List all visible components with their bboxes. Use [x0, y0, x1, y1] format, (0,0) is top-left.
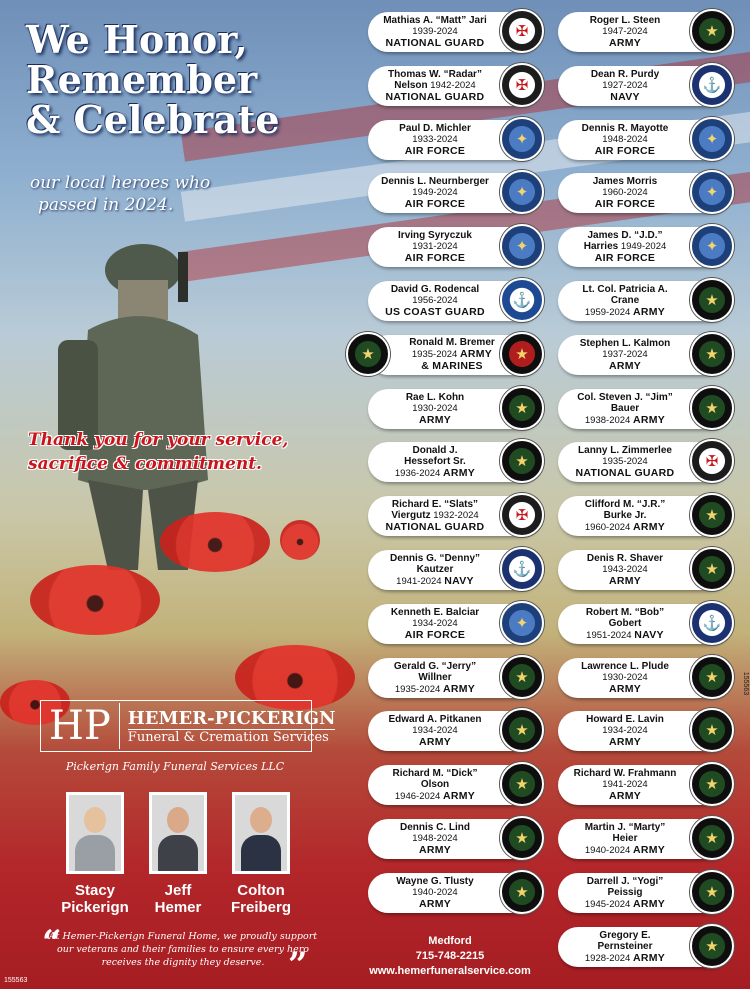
veteran-name: Kenneth E. Balciar	[390, 606, 480, 618]
veteran-name: Clifford M. “J.R.”	[584, 499, 666, 511]
veteran-text	[372, 765, 498, 805]
veteran-branch: & MARINES	[421, 360, 483, 373]
veteran-card	[368, 281, 540, 321]
veteran-card	[368, 496, 540, 536]
veteran-years: 1938-2024	[584, 414, 631, 426]
logo-name: HEMER-PICKERIGN	[127, 707, 336, 729]
veteran-branch: AIR FORCE	[404, 198, 466, 211]
veteran-card	[368, 442, 540, 482]
veteran-branch: NAVY	[634, 628, 664, 641]
air-force-seal-icon: ✦	[500, 224, 544, 268]
veteran-branch: AIR FORCE	[594, 144, 656, 157]
veteran-years: 1932-2024	[433, 510, 479, 522]
veteran-years: 1931-2024	[412, 241, 458, 253]
army-seal-icon: ★	[690, 9, 734, 53]
veteran-name: Col. Steven J. “Jim”	[577, 391, 673, 403]
veteran-years: 1956-2024	[412, 295, 458, 306]
air-force-seal-icon: ✦	[500, 117, 544, 161]
veteran-branch: ARMY	[418, 413, 452, 426]
veteran-name: Peissig	[607, 886, 643, 898]
army-seal-icon: ★	[500, 708, 544, 752]
veteran-branch: NAVY	[444, 575, 474, 587]
veteran-card	[368, 604, 540, 644]
veteran-branch: ARMY	[418, 736, 452, 749]
veteran-branch: ARMY	[442, 467, 476, 480]
national-guard-seal-icon: ✠	[500, 493, 544, 537]
veteran-card	[558, 658, 730, 698]
veteran-card	[368, 658, 540, 698]
quote-text: At Hemer-Pickerign Funeral Home, we proudly support our veterans and their families to ensure every hero receives the dignity they deserve.	[48, 931, 318, 968]
veteran-years: 1948-2024	[602, 133, 648, 145]
veteran-card	[558, 227, 730, 267]
army-seal-icon: ★	[690, 762, 734, 806]
veteran-card	[368, 227, 540, 267]
army-seal-icon: ★	[500, 816, 544, 860]
veteran-card	[558, 335, 730, 375]
veteran-text	[562, 227, 688, 267]
veteran-years: 1949-2024	[412, 187, 458, 199]
veteran-text	[372, 12, 498, 52]
veteran-card	[558, 927, 730, 967]
veteran-years: 1927-2024	[602, 79, 648, 91]
army-seal-icon: ★	[690, 332, 734, 376]
veteran-years: 1949-2024	[620, 241, 667, 253]
veteran-branch: AIR FORCE	[404, 144, 466, 157]
veteran-card	[368, 550, 540, 590]
veteran-card	[558, 873, 730, 913]
army-seal-icon: ★	[500, 762, 544, 806]
veteran-card	[368, 173, 540, 213]
army-seal-icon: ★	[346, 332, 390, 376]
veteran-card	[558, 496, 730, 536]
veteran-text	[562, 550, 688, 590]
veteran-text	[562, 711, 688, 751]
veteran-years: 1934-2024	[412, 617, 458, 629]
veteran-years: 1940-2024	[584, 845, 631, 856]
veteran-card	[558, 173, 730, 213]
veteran-card	[558, 442, 730, 482]
veteran-name: Lt. Col. Patricia A.	[582, 284, 668, 295]
veteran-name: James D. “J.D.”	[587, 230, 663, 242]
veteran-name: Richard E. “Slats”	[391, 499, 479, 511]
veteran-name: Dennis G. “Denny”	[389, 553, 480, 564]
veteran-years: 1937-2024	[602, 348, 648, 360]
staff-member: Jeff Hemer	[133, 792, 223, 916]
veteran-text	[562, 496, 688, 536]
veteran-name: Dennis R. Mayotte	[581, 122, 669, 134]
veteran-text	[562, 66, 688, 106]
veteran-branch: ARMY	[608, 575, 642, 587]
veteran-text	[562, 658, 688, 698]
veteran-years: 1941-2024	[396, 576, 442, 587]
veteran-card	[368, 711, 540, 751]
army-seal-icon: ★	[500, 870, 544, 914]
veteran-text	[562, 604, 688, 644]
veteran-card	[558, 765, 730, 805]
veteran-name: Gerald G. “Jerry”	[393, 660, 477, 672]
veteran-branch: NATIONAL GUARD	[385, 521, 485, 534]
veteran-branch: AIR FORCE	[594, 198, 656, 211]
veteran-name: Lanny L. Zimmerlee	[578, 445, 672, 457]
veteran-card	[558, 120, 730, 160]
veteran-card	[558, 819, 730, 859]
veteran-text	[372, 604, 498, 644]
veteran-name: Pernsteiner	[597, 940, 653, 952]
veteran-card	[558, 12, 730, 52]
veteran-years: 1941-2024	[602, 779, 648, 791]
air-force-seal-icon: ✦	[500, 170, 544, 214]
veteran-branch: NAVY	[610, 90, 640, 103]
air-force-seal-icon: ✦	[690, 117, 734, 161]
veteran-branch: ARMY	[418, 897, 452, 910]
contact-info	[360, 934, 540, 979]
veteran-branch: AIR FORCE	[404, 252, 466, 265]
funeral-home-logo	[40, 700, 336, 752]
veteran-years: 1947-2024	[602, 26, 648, 37]
national-guard-seal-icon: ✠	[500, 9, 544, 53]
veteran-name: Mathias A. “Matt” Jari	[383, 15, 487, 26]
veteran-name: Olson	[420, 779, 450, 791]
army-seal-icon: ★	[500, 439, 544, 483]
veteran-text	[562, 389, 688, 429]
veteran-text	[562, 335, 688, 375]
contact-phone[interactable]: 715-748-2215	[415, 950, 485, 962]
veteran-years: 1943-2024	[602, 564, 648, 575]
veteran-name: Robert M. “Bob”	[585, 606, 665, 618]
national-guard-seal-icon: ✠	[500, 63, 544, 107]
veteran-card	[558, 604, 730, 644]
veteran-name: Richard W. Frahmann	[573, 768, 677, 780]
veteran-branch: ARMY	[632, 521, 666, 534]
veteran-years: 1930-2024	[602, 671, 648, 683]
veteran-text	[562, 281, 688, 321]
veteran-branch: ARMY	[608, 37, 642, 49]
veteran-branch: AIR FORCE	[404, 628, 466, 641]
contact-website[interactable]: www.hemerfuneralservice.com	[369, 965, 531, 977]
ad-code: 155563	[4, 977, 28, 984]
veteran-name: Thomas W. “Radar”	[388, 68, 482, 80]
veteran-text	[562, 927, 688, 967]
veteran-years: 1940-2024	[412, 886, 458, 898]
company-llc: Pickerign Family Funeral Services LLC	[65, 760, 285, 773]
coast-guard-seal-icon: ⚓	[500, 278, 544, 322]
veteran-years: 1933-2024	[412, 133, 458, 145]
veteran-years: 1939-2024	[412, 26, 458, 37]
veteran-years: 1934-2024	[412, 725, 458, 737]
veteran-years: 1935-2024	[602, 456, 648, 468]
veteran-years: 1935-2024	[394, 683, 441, 695]
veteran-name: Harries	[583, 241, 619, 253]
veteran-name: Willner	[418, 671, 452, 683]
army-seal-icon: ★	[690, 924, 734, 968]
veteran-name: Viergutz	[391, 510, 431, 522]
veteran-name: Dennis C. Lind	[400, 822, 470, 833]
veteran-name: Dean R. Purdy	[590, 68, 660, 80]
veteran-text	[406, 335, 498, 375]
veteran-text	[372, 658, 498, 698]
veteran-text	[562, 120, 688, 160]
veteran-years: 1945-2024	[584, 898, 631, 910]
veteran-name: Gregory E.	[599, 929, 651, 941]
veteran-years: 1942-2024	[430, 79, 476, 91]
veteran-name: Roger L. Steen	[589, 15, 661, 26]
marine-corps-seal-icon: ★	[500, 332, 544, 376]
veteran-branch: ARMY	[632, 306, 666, 318]
poppy-flower	[280, 520, 320, 560]
veteran-card	[368, 873, 540, 913]
veteran-name: James Morris	[592, 176, 658, 188]
army-seal-icon: ★	[690, 708, 734, 752]
veteran-years: 1946-2024	[394, 791, 441, 803]
veteran-name: Lawrence L. Plude	[581, 660, 669, 672]
logo-subtitle: Funeral & Cremation Services	[127, 729, 329, 745]
veteran-name: Donald J.	[412, 445, 458, 457]
veteran-text	[562, 819, 688, 859]
veteran-years: 1960-2024	[602, 187, 648, 199]
air-force-seal-icon: ✦	[690, 224, 734, 268]
veteran-years: 1936-2024	[394, 468, 441, 480]
veteran-text	[372, 442, 498, 482]
veteran-text	[372, 550, 498, 590]
veteran-card	[558, 66, 730, 106]
veteran-name: Darrell J. “Yogi”	[586, 875, 664, 887]
poppy-flower	[30, 565, 160, 635]
navy-seal-icon: ⚓	[690, 601, 734, 645]
veteran-name: Nelson	[394, 79, 428, 91]
veteran-name: Edward A. Pitkanen	[388, 714, 482, 726]
veteran-name: Wayne G. Tlusty	[396, 875, 474, 887]
veteran-name: Kautzer	[416, 564, 454, 575]
veteran-name: Heier	[612, 833, 638, 844]
veteran-text	[372, 389, 498, 429]
veteran-years: 1928-2024	[584, 952, 631, 964]
veteran-text	[562, 765, 688, 805]
veteran-branch: ARMY	[632, 413, 666, 426]
army-seal-icon: ★	[500, 655, 544, 699]
veteran-branch: ARMY	[608, 682, 642, 695]
army-seal-icon: ★	[690, 655, 734, 699]
veteran-years: 1951-2024	[586, 629, 632, 641]
veteran-name: Stephen L. Kalmon	[579, 337, 671, 349]
veteran-name: Dennis L. Neurnberger	[381, 176, 489, 188]
veteran-text	[372, 711, 498, 751]
veteran-card	[558, 550, 730, 590]
veteran-years: 1948-2024	[412, 833, 458, 844]
veteran-branch: ARMY	[632, 897, 666, 910]
veteran-name: Hessefort Sr.	[404, 456, 466, 468]
veteran-card	[368, 765, 540, 805]
veteran-name: Crane	[610, 295, 640, 306]
army-seal-icon: ★	[690, 278, 734, 322]
thank-you-message: Thank you for your service, sacrifice & commitment.	[28, 430, 289, 474]
veteran-branch: AIR FORCE	[594, 252, 656, 265]
veteran-branch: NATIONAL GUARD	[385, 90, 485, 103]
veteran-name: Ronald M. Bremer	[409, 337, 495, 349]
veteran-text	[372, 120, 498, 160]
national-guard-seal-icon: ✠	[690, 439, 734, 483]
veteran-card	[558, 281, 730, 321]
veteran-branch: ARMY	[632, 844, 666, 856]
veteran-name: David G. Rodencal	[390, 284, 480, 295]
veteran-text	[562, 442, 688, 482]
veteran-text	[372, 281, 498, 321]
veteran-card	[368, 12, 540, 52]
veteran-branch: ARMY	[442, 682, 476, 695]
poppy-flower	[160, 512, 270, 572]
army-seal-icon: ★	[690, 493, 734, 537]
veteran-branch: ARMY	[608, 736, 642, 749]
veteran-text	[372, 819, 498, 859]
open-quote-icon: “	[42, 923, 62, 963]
veteran-years: 1934-2024	[602, 725, 648, 737]
contact-city: Medford	[428, 935, 472, 947]
veteran-years: 1935-2024	[411, 349, 458, 361]
army-seal-icon: ★	[500, 386, 544, 430]
veteran-branch: ARMY	[459, 348, 493, 361]
veteran-name: Rae L. Kohn	[405, 391, 465, 403]
staff-photo	[149, 792, 207, 874]
page-title: We Honor, Remember & Celebrate	[26, 17, 280, 142]
veteran-text	[372, 173, 498, 213]
veteran-branch: ARMY	[608, 790, 642, 803]
subtitle: our local heroes who passed in 2024.	[30, 173, 211, 215]
veteran-name: Martin J. “Marty”	[584, 822, 666, 833]
veteran-card	[368, 120, 540, 160]
air-force-seal-icon: ✦	[690, 170, 734, 214]
veteran-card	[558, 389, 730, 429]
veteran-text	[372, 227, 498, 267]
veteran-name: Denis R. Shaver	[586, 553, 664, 564]
ad-code-side: 155563	[742, 671, 750, 696]
veteran-branch: US COAST GUARD	[385, 306, 485, 318]
close-quote-icon: ”	[288, 945, 308, 985]
army-seal-icon: ★	[690, 816, 734, 860]
veteran-text	[562, 12, 688, 52]
veteran-years: 1959-2024	[584, 307, 631, 318]
veteran-card	[361, 335, 540, 375]
veteran-branch: NATIONAL GUARD	[385, 37, 485, 49]
navy-seal-icon: ⚓	[690, 63, 734, 107]
army-seal-icon: ★	[690, 386, 734, 430]
veteran-text	[562, 873, 688, 913]
veteran-branch: NATIONAL GUARD	[575, 467, 675, 480]
veteran-name: Paul D. Michler	[399, 122, 471, 134]
veteran-name: Irving Syryczuk	[398, 230, 472, 242]
veteran-branch: ARMY	[608, 359, 642, 372]
veteran-text	[372, 496, 498, 536]
veteran-text	[372, 66, 498, 106]
veteran-card	[368, 66, 540, 106]
veteran-name: Howard E. Lavin	[586, 714, 664, 726]
veteran-name: Burke Jr.	[603, 510, 647, 522]
navy-seal-icon: ⚓	[500, 547, 544, 591]
staff-member: Stacy Pickerign	[50, 792, 140, 916]
veteran-card	[368, 819, 540, 859]
army-seal-icon: ★	[690, 547, 734, 591]
logo-monogram: HP	[41, 703, 120, 749]
veteran-branch: ARMY	[632, 951, 666, 964]
staff-photo	[66, 792, 124, 874]
veteran-card	[368, 389, 540, 429]
veteran-branch: ARMY	[418, 844, 452, 856]
army-seal-icon: ★	[690, 870, 734, 914]
veteran-name: Bauer	[610, 402, 640, 414]
veteran-text	[372, 873, 498, 913]
veteran-branch: ARMY	[442, 790, 476, 803]
air-force-seal-icon: ✦	[500, 601, 544, 645]
veteran-name: Richard M. “Dick”	[392, 768, 478, 780]
veteran-years: 1960-2024	[584, 522, 631, 534]
veteran-card	[558, 711, 730, 751]
staff-photo	[232, 792, 290, 874]
veteran-years: 1930-2024	[412, 402, 458, 414]
veteran-text	[562, 173, 688, 213]
veteran-name: Gobert	[608, 617, 642, 629]
staff-member: Colton Freiberg	[216, 792, 306, 916]
